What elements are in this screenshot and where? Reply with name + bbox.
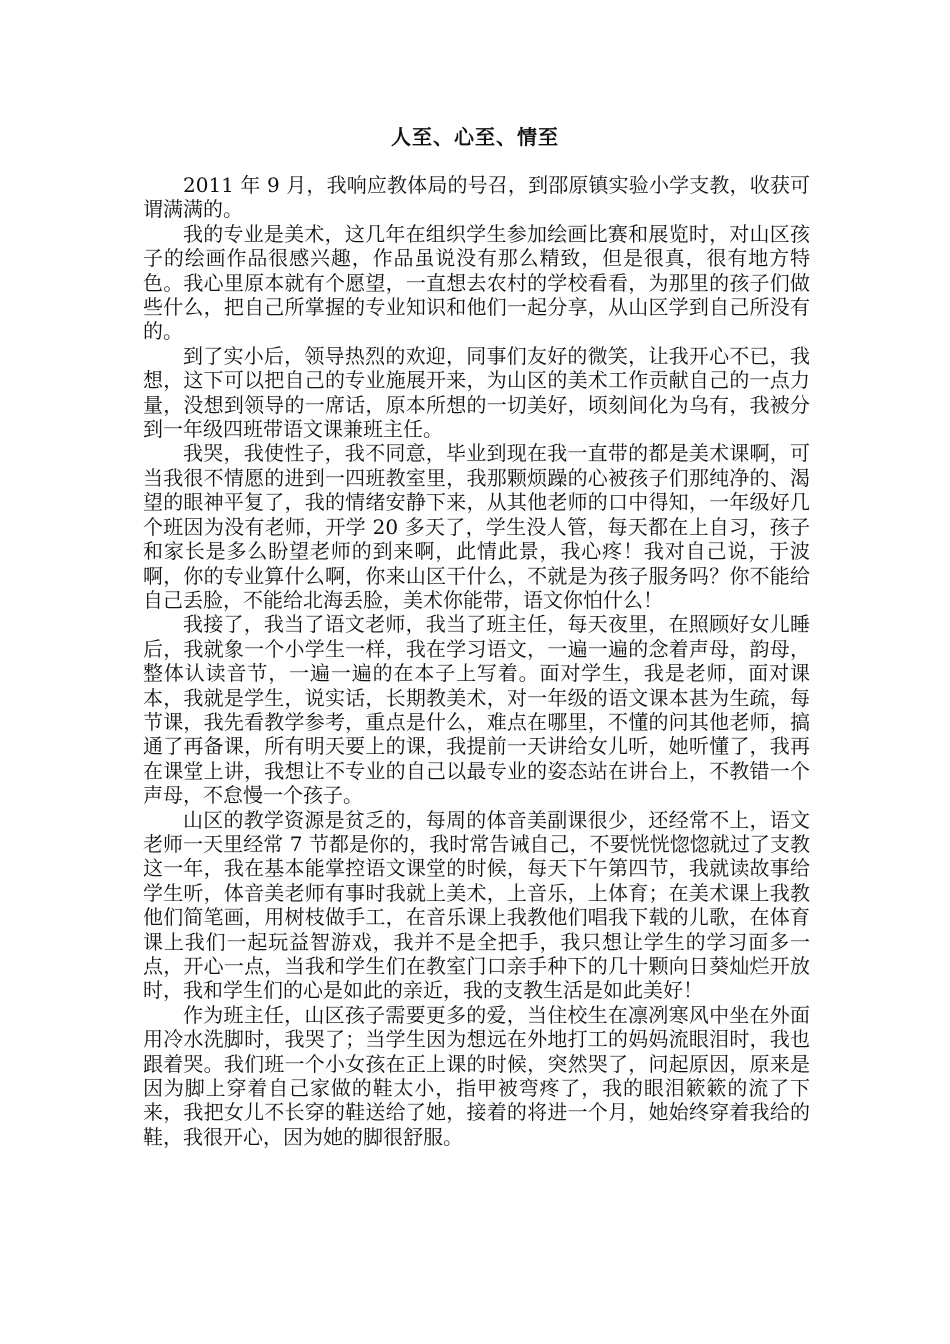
paragraph: 2011 年 9 月，我响应教体局的号召，到邵原镇实验小学支教，收获可谓满满的。 (143, 173, 810, 222)
paragraph: 山区的教学资源是贫乏的，每周的体音美副课很少，还经常不上，语文老师一天里经常 7 节都是你的，我时常告诫自己，不要恍恍惚惚就过了支教这一年，我在基本能掌控语文课堂的时候，每天下午第四节，我就读故事给学生听，体音美老师有事时我就上美术，上音乐，上体育；在美术课上我教他们简笔画，用树枝做手工，在音乐课上我教他们唱我下载的儿歌，在体育课上我们一起玩益智游戏，我并不是全把手，我只想让学生的学习面多一点，开心一点，当我和学生们在教室门口亲手种下的几十颗向日葵灿烂开放时，我和学生们的心是如此的亲近，我的支教生活是如此美好！ (143, 807, 810, 1003)
paragraph: 我的专业是美术，这几年在组织学生参加绘画比赛和展览时，对山区孩子的绘画作品很感兴趣，作品虽说没有那么精致，但是很真，很有地方特色。我心里原本就有个愿望，一直想去农村的学校看看，为那里的孩子们做些什么，把自己所掌握的专业知识和他们一起分享，从山区学到自己所没有的。 (143, 221, 810, 344)
document-body (143, 173, 810, 1149)
paragraph: 我哭，我使性子，我不同意，毕业到现在我一直带的都是美术课啊，可当我很不情愿的进到一四班教室里，我那颗烦躁的心被孩子们那纯净的、渴望的眼神平复了，我的情绪安静下来，从其他老师的口中得知，一年级好几个班因为没有老师，开学 20 多天了，学生没人管，每天都在上自习，孩子和家长是多么盼望老师的到来啊，此情此景，我心疼！我对自己说，于波啊，你的专业算什么啊，你来山区干什么，不就是为孩子服务吗？你不能给自己丢脸，不能给北海丢脸，美术你能带，语文你怕什么！ (143, 441, 810, 612)
paragraph: 我接了，我当了语文老师，我当了班主任，每天夜里，在照顾好女儿睡后，我就象一个小学生一样，我在学习语文，一遍一遍的念着声母，韵母，整体认读音节，一遍一遍的在本子上写着。面对学生，我是老师，面对课本，我就是学生，说实话，长期教美术，对一年级的语文课本甚为生疏，每节课，我先看教学参考，重点是什么，难点在哪里，不懂的问其他老师，搞通了再备课，所有明天要上的课，我提前一天讲给女儿听，她听懂了，我再在课堂上讲，我想让不专业的自己以最专业的姿态站在讲台上，不教错一个声母，不怠慢一个孩子。 (143, 612, 810, 808)
paragraph: 到了实小后，领导热烈的欢迎，同事们友好的微笑，让我开心不已，我想，这下可以把自己的专业施展开来，为山区的美术工作贡献自己的一点力量，没想到领导的一席话，原本所想的一切美好，顷刻间化为乌有，我被分到一年级四班带语文课兼班主任。 (143, 343, 810, 442)
paragraph: 作为班主任，山区孩子需要更多的爱，当住校生在凛冽寒风中坐在外面用冷水洗脚时，我哭了；当学生因为想远在外地打工的妈妈流眼泪时，我也跟着哭。我们班一个小女孩在正上课的时候，突然哭了，问起原因，原来是因为脚上穿着自己家做的鞋太小，指甲被弯疼了，我的眼泪簌簌的流了下来，我把女儿不长穿的鞋送给了她，接着的将进一个月，她始终穿着我给的鞋，我很开心，因为她的脚很舒服。 (143, 1002, 810, 1149)
document-title: 人至、心至、情至 (391, 125, 559, 149)
